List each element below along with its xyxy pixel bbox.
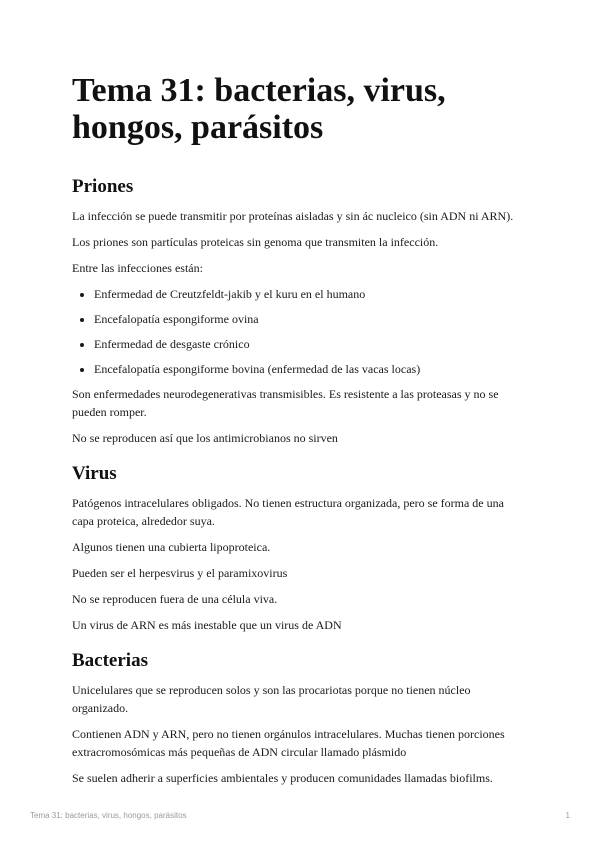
list-item: • Enfermedad de Creutzfeldt-jakib y el kuru en el humano (94, 285, 528, 303)
section-priones (72, 176, 528, 447)
paragraph: Pueden ser el herpesvirus y el paramixovirus (72, 566, 288, 580)
section-heading: Bacterias (72, 650, 148, 671)
section-heading: Priones (72, 176, 134, 197)
paragraph: No se reproducen fuera de una célula viva. (72, 592, 278, 606)
list-item: • Encefalopatía espongiforme ovina (94, 310, 528, 328)
infection-list (72, 285, 528, 378)
page-title: Tema 31: bacterias, virus, hongos, parásitos (72, 72, 446, 146)
list-item: • Enfermedad de desgaste crónico (94, 335, 528, 353)
section-virus (72, 463, 528, 634)
page-number: 1 (565, 811, 570, 820)
section-bacterias (72, 650, 528, 787)
paragraph: Los priones son partículas proteicas sin genoma que transmiten la infección. (72, 235, 439, 249)
section-heading: Virus (72, 463, 117, 484)
paragraph: Algunos tienen una cubierta lipoproteica. (72, 540, 271, 554)
paragraph: Entre las infecciones están: (72, 261, 203, 275)
paragraph: La infección se puede transmitir por proteínas aisladas y sin ác nucleico (sin ADN ni ARN). (72, 209, 514, 223)
paragraph: Patógenos intracelulares obligados. No tienen estructura organizada, pero se forma de una capa proteica, alrededor suya. (72, 496, 504, 528)
paragraph: No se reproducen así que los antimicrobianos no sirven (72, 431, 338, 445)
paragraph: Unicelulares que se reproducen solos y son las procariotas porque no tienen núcleo organizado. (72, 683, 471, 715)
list-item: • Encefalopatía espongiforme bovina (enfermedad de las vacas locas) (94, 360, 528, 378)
paragraph: Son enfermedades neurodegenerativas transmisibles. Es resistente a las proteasas y no se pueden romper. (72, 387, 499, 419)
paragraph: Contienen ADN y ARN, pero no tienen orgánulos intracelulares. Muchas tienen porciones extracromosómicas más pequeñas de ADN circular llamado plásmido (72, 727, 505, 759)
paragraph: Se suelen adherir a superficies ambientales y producen comunidades llamadas biofilms. (72, 771, 493, 785)
document-page (72, 72, 528, 803)
footer-title: Tema 31: bacterias, virus, hongos, parásitos (30, 811, 187, 820)
paragraph: Un virus de ARN es más inestable que un virus de ADN (72, 618, 342, 632)
page-footer (30, 811, 570, 820)
